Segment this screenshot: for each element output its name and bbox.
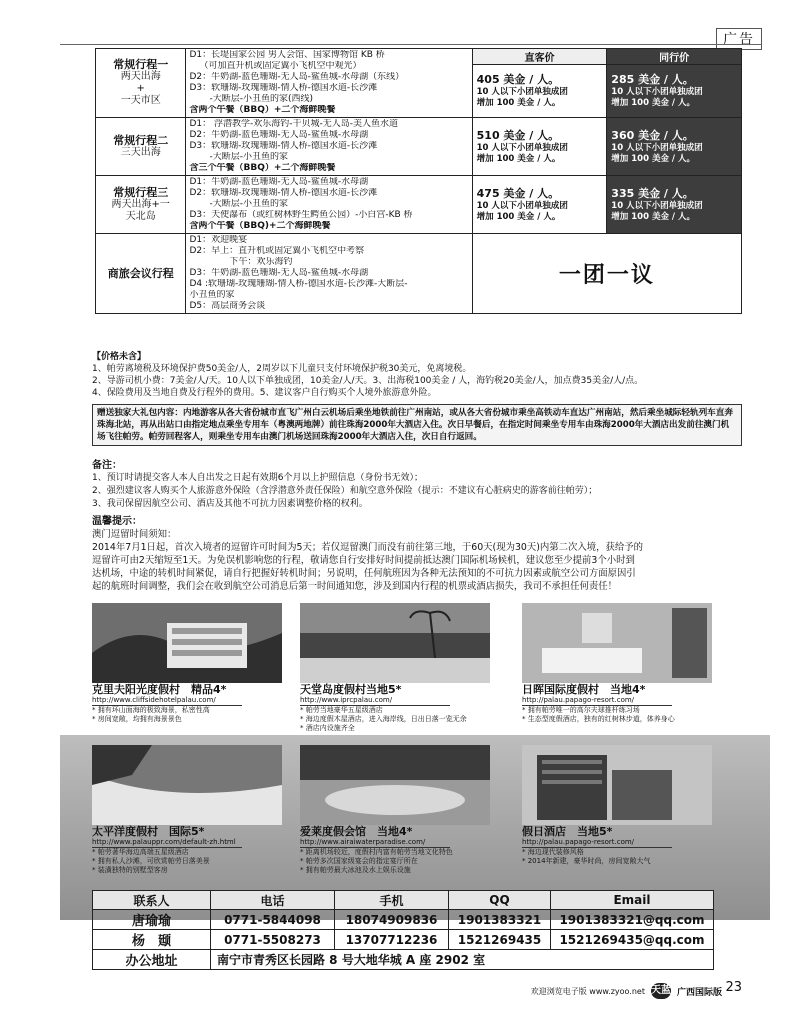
- peer-price-line: 285 美金 / 人。: [611, 73, 694, 86]
- hotel-feature: * 拥有帕劳最大冰池及水上娱乐设施: [300, 866, 411, 874]
- itinerary-row: [96, 49, 742, 65]
- itinerary-name-line: 天北岛: [125, 210, 156, 222]
- tips: [92, 516, 742, 593]
- itinerary-name: [96, 234, 186, 314]
- contact-email[interactable]: 1521269435@qq.com: [551, 930, 714, 950]
- hotel-url[interactable]: http://palau.papago-resort.com/: [522, 838, 672, 848]
- contacts-table: [92, 890, 714, 970]
- hotel-feature: * 帕劳当地豪华五星级酒店: [300, 706, 383, 714]
- hotel-photo: [300, 603, 490, 683]
- price-excluded-line: 1、帕劳离境税及环境保护费50美金/人，2周岁以下儿童只支付环境保护税30美元，免离境税。: [92, 364, 472, 374]
- hotel-feature: * 拥有环山面海的极致海景，私密性高: [92, 706, 210, 714]
- tip-line: 起的航班时间调整，我们会在收到航空公司消息后第一时间通知您，涉及到国内行程的机票或酒店损失，我司不承担任何责任！: [92, 581, 618, 592]
- hotel-card: [300, 745, 490, 875]
- itinerary-name-line: 一天市区: [120, 95, 161, 106]
- footer-brand: 广西国际版: [676, 987, 722, 998]
- hotel-feature: * 房间宽敞，均拥有海景景色: [92, 715, 182, 723]
- contact-email[interactable]: 1901383321@qq.com: [551, 910, 714, 930]
- hotel-feature: * 生态型度假酒店，独有的红树林步道，体养身心: [522, 715, 675, 723]
- direct-price-line: 10 人以下小团单独成团: [476, 200, 568, 211]
- itinerary-day: -大断层-小丑鱼的家: [209, 199, 288, 209]
- contact-mobile: 18074909836: [335, 910, 449, 930]
- hotel-feature: * 拥有帕劳唯一的高尔夫球推杆练习场: [522, 706, 640, 714]
- gift-package: 赠送独家大礼包内容：内地游客从各大省份城市直飞广州白云机场后乘坐地铁前往广州南站，或从各大省份城市乘坐高铁动车直达广州南站，然后乘坐城际轻轨列车直奔珠海北站，再从出站口由指定地点乘坐专用车（粤澳两地牌）前往珠海2000年大酒店入住。次日早餐后，在指定时间乘坐专用车由珠海2000年大酒店出发前往澳门机场飞往帕劳。帕劳回程客人，则乘坐专用车由澳门机场送回珠海2000年大酒店入住，次日自行返回。: [92, 404, 742, 446]
- itinerary-day: 小丑鱼的家: [189, 290, 235, 300]
- hotel-feature: * 海边现代装修风格: [522, 848, 584, 856]
- contact-phone: 0771-5844098: [211, 910, 335, 930]
- contacts-header: QQ: [449, 891, 551, 910]
- remarks: [92, 460, 742, 511]
- footer: [531, 983, 722, 999]
- hotel-url[interactable]: http://www.palauppr.com/default-zh.html: [92, 838, 242, 848]
- itinerary-day: D3：牛奶湖-蓝色珊瑚-无人岛-鲨鱼城-水母湖: [189, 268, 369, 278]
- contact-qq: 1521269435: [449, 930, 551, 950]
- tianlan-logo-icon: 天蓝: [651, 983, 671, 999]
- itinerary-days: [186, 176, 472, 234]
- direct-price-line: 增加 100 美金 / 人。: [476, 211, 561, 222]
- peer-price: [607, 176, 742, 234]
- direct-price-line: 475 美金 / 人。: [476, 186, 560, 200]
- peer-price-line: 335 美金 / 人。: [611, 186, 694, 200]
- hotel-card: [92, 745, 282, 875]
- hotel-feature: * 海边度假木屋酒店，进入海岸线，日出日落一览无余: [300, 715, 467, 723]
- tip-line: 2014年7月1日起，首次入境者的逗留许可时间为5天；若仅逗留澳门而没有前往第三地，于60天(现为30天)内第二次入境，获给予的: [92, 542, 644, 553]
- itinerary-days: [186, 118, 472, 176]
- peer-price-header: 同行价: [607, 49, 742, 65]
- hotel-url[interactable]: http://palau.papago-resort.com/: [522, 696, 672, 706]
- hotel-feature: * 拥有私人沙滩，可欣赏帕劳日落美景: [92, 857, 210, 865]
- hotel-name: 日晖国际度假村 当地4*: [522, 683, 646, 696]
- tip-line: 达机场，中途的转机时间紧促，请自行把握好转机时间；另说明，任何航班因为各种无法预知的不可抗力因素或航空公司方面原因引: [92, 568, 636, 579]
- price-excluded-line: 2、导游司机小费：7美金/人/天。10人以下单独成团，10美金/人/天。3、出海税100美金 / 人，海钓税20美金/人，加点费35美金/人/点。: [92, 376, 644, 386]
- direct-price: [472, 65, 607, 118]
- peer-price-line: 360 美金 / 人。: [611, 128, 694, 142]
- itinerary-days: [186, 234, 472, 314]
- direct-price-line: 405 美金 / 人。: [476, 73, 560, 86]
- itinerary-day: D5：高层商务会谈: [189, 301, 266, 311]
- itinerary-day: D1：牛奶湖-蓝色珊瑚-无人岛-鲨鱼城-水母湖: [189, 177, 369, 187]
- peer-price-line: 10 人以下小团单独成团: [611, 142, 703, 153]
- contacts-header: 联系人: [93, 891, 211, 910]
- hotel-url[interactable]: http://www.cliffsidehotelpalau.com/: [92, 696, 242, 706]
- address-value: 南宁市青秀区长园路 8 号大地华城 A 座 2902 室: [211, 950, 714, 970]
- direct-price: [472, 118, 607, 176]
- itinerary-name-line: 两天出海+一: [111, 198, 170, 210]
- hotel-card: [300, 603, 490, 733]
- hotel-name: 太平洋度假村 国际5*: [92, 825, 205, 838]
- itinerary-name-line: 三天出海: [120, 146, 161, 158]
- contact-name: 杨 颋: [93, 930, 211, 950]
- itinerary-day: 含三个午餐（BBQ）+二个海鲜晚餐: [189, 163, 336, 173]
- direct-price-header: 直客价: [472, 49, 607, 65]
- contact-qq: 1901383321: [449, 910, 551, 930]
- page-number: 23: [725, 980, 742, 995]
- contact-row: [93, 910, 714, 930]
- itinerary-name: [96, 49, 186, 118]
- direct-price-line: 10 人以下小团单独成团: [476, 87, 568, 97]
- hotel-name: 假日酒店 当地5*: [522, 825, 613, 838]
- hotel-name: 爱莱度假会馆 当地4*: [300, 825, 413, 838]
- direct-price-line: 增加 100 美金 / 人。: [476, 153, 561, 164]
- itinerary-day: D3：软珊瑚-玫瑰珊瑚-情人桥-德国水道-长沙滩: [189, 141, 378, 151]
- hotel-feature: * 装潢独特的别墅型客房: [92, 866, 168, 874]
- contacts-header: 电话: [211, 891, 335, 910]
- peer-price: [607, 65, 742, 118]
- itinerary-name-line: 常规行程一: [113, 58, 169, 71]
- price-excluded-title: 【价格未含】: [92, 352, 147, 362]
- peer-price-line: 10 人以下小团单独成团: [611, 87, 703, 97]
- contacts-header-row: [93, 891, 714, 910]
- itinerary-day: D4 :软珊瑚-玫瑰珊瑚-情人桥-德国水道-长沙滩-大断层-: [189, 279, 408, 289]
- itinerary-day: D2：早上：直升机或固定翼小飞机空中考察: [189, 246, 365, 256]
- itinerary-day: D1：长堤国家公园 男人会馆、国家博物馆 KB 桥: [189, 50, 385, 60]
- hotel-feature: * 酒店内设施齐全: [300, 724, 355, 732]
- remark-line: 2、强烈建议客人购买个人旅游意外保险（含浮潜意外责任保险）和航空意外保险（提示：不建议有心脏病史的游客前往帕劳）；: [92, 486, 598, 496]
- contact-phone: 0771-5508273: [211, 930, 335, 950]
- itinerary-row: [96, 234, 742, 314]
- itinerary-day: D3：天使瀑布（或红树林野生鳄鱼公园）-小白宫-KB 桥: [189, 210, 413, 220]
- direct-price-line: 增加 100 美金 / 人。: [476, 98, 561, 108]
- tip-line: 逗留许可由2天缩短至1天。为免误机影响您的行程，敬请您自行安排好时间提前抵达澳门国际机场候机，建议您至少提前3个小时到: [92, 555, 635, 566]
- peer-price: [607, 118, 742, 176]
- itinerary-name-line: 常规行程二: [113, 133, 169, 147]
- itinerary-day: D2：牛奶湖-蓝色珊瑚-无人岛-鲨鱼城-水母湖: [189, 130, 369, 140]
- address-label: 办公地址: [93, 950, 211, 970]
- price-excluded-line: 4、保险费用及当地自费及行程外的费用。5、建议客户自行购买个人境外旅游意外险。: [92, 388, 437, 398]
- itinerary-day: D1：欢迎晚宴: [189, 235, 248, 245]
- contact-mobile: 13707712236: [335, 930, 449, 950]
- contact-name: 唐瑜瑜: [93, 910, 211, 930]
- itinerary-days: [186, 49, 472, 118]
- group-negotiation: 一团一议: [472, 234, 741, 314]
- peer-price-line: 10 人以下小团单独成团: [611, 200, 703, 211]
- itinerary-name-line: 两天出海: [120, 71, 161, 82]
- price-excluded: [92, 351, 742, 399]
- remark-line: 3、我司保留因航空公司、酒店及其他不可抗力因素调整价格的权利。: [92, 499, 368, 509]
- hotel-name: 天堂岛度假村当地5*: [300, 683, 402, 696]
- tips-title: 温馨提示：: [92, 516, 142, 527]
- itinerary-name: [96, 118, 186, 176]
- hotel-card: [522, 745, 712, 866]
- itinerary-name-line: 商旅会议行程: [107, 266, 174, 280]
- hotel-feature: * 距离机场较近，度假村内富有帕劳当地文化特色: [300, 848, 453, 856]
- itinerary-row: [96, 118, 742, 176]
- itinerary-name-line: 常规行程三: [113, 185, 169, 199]
- hotel-photo: [522, 745, 712, 825]
- itinerary-day: -大断层-小丑鱼的家: [209, 152, 288, 162]
- remark-line: 1、预订时请提交客人本人自出发之日起有效期6个月以上护照信息（身份书无效）；: [92, 473, 423, 483]
- itinerary-day: D1： 浮潜教学-欢乐海钓-干贝城-无人岛-美人鱼水道: [189, 119, 398, 129]
- itinerary-day: 含两个午餐（BBQ)+二个海鲜晚餐: [189, 221, 331, 231]
- direct-price-line: 510 美金 / 人。: [476, 128, 560, 142]
- hotel-photo: [92, 745, 282, 825]
- peer-price-line: 增加 100 美金 / 人。: [611, 153, 695, 164]
- footer-text[interactable]: 欢迎浏览电子版 www.zyoo.net: [530, 986, 645, 996]
- contact-row: [93, 930, 714, 950]
- hotel-photo: [522, 603, 712, 683]
- itinerary-day: 含两个午餐（BBQ）+二个海鲜晚餐: [189, 105, 336, 115]
- direct-price: [472, 176, 607, 234]
- itinerary-day: 下午：欢乐海钓: [229, 257, 293, 267]
- tip-line: 澳门逗留时间须知：: [92, 529, 177, 540]
- itinerary-day: -大断层-小丑鱼的家(西线): [209, 94, 313, 104]
- hotel-photo: [92, 603, 282, 683]
- peer-price-line: 增加 100 美金 / 人。: [611, 211, 695, 222]
- hotel-feature: * 2014年新建，豪华时尚，房间宽敞大气: [522, 857, 651, 865]
- top-rule: [60, 44, 762, 45]
- contacts-header: 手机: [335, 891, 449, 910]
- itinerary-name-line: +: [136, 83, 145, 94]
- hotel-card: [92, 603, 282, 724]
- itinerary-day: D2：牛奶湖-蓝色珊瑚-无人岛-鲨鱼城-水母湖（东线）: [189, 72, 405, 82]
- contacts-header: Email: [551, 891, 714, 910]
- address-row: [93, 950, 714, 970]
- itinerary-table: [95, 48, 742, 314]
- hotel-name: 克里夫阳光度假村 精品4*: [92, 683, 227, 696]
- itinerary-row: [96, 176, 742, 234]
- itinerary-day: D2：软珊瑚-玫瑰珊瑚-情人桥-德国水道-长沙滩: [189, 188, 378, 198]
- peer-price-line: 增加 100 美金 / 人。: [611, 98, 695, 108]
- ad-label: 广告: [716, 28, 762, 50]
- hotel-feature: * 帕劳著华海边高端五星级酒店: [92, 848, 189, 856]
- hotel-photo: [300, 745, 490, 825]
- remarks-title: 备注：: [92, 460, 122, 471]
- itinerary-day: D3：软珊瑚-玫瑰珊瑚-情人桥-德国水道-长沙滩: [189, 83, 378, 93]
- itinerary-name: [96, 176, 186, 234]
- hotel-url[interactable]: http://www.iprcpalau.com/: [300, 696, 450, 706]
- hotel-url[interactable]: http://www.airaiwaterparadise.com/: [300, 838, 450, 848]
- itinerary-day: （可加直升机或固定翼小飞机空中观光）: [199, 61, 362, 71]
- direct-price-line: 10 人以下小团单独成团: [476, 142, 568, 153]
- hotel-feature: * 帕劳多次国家级宴会的指定宴厅所在: [300, 857, 418, 865]
- hotel-card: [522, 603, 712, 724]
